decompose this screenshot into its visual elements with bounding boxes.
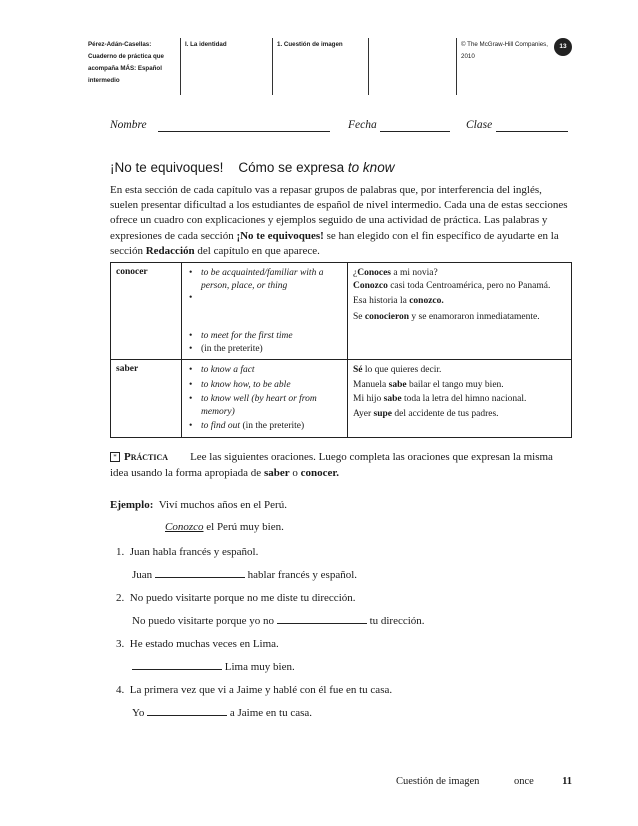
- example: Manuela sabe bailar el tango muy bien.: [353, 379, 504, 390]
- running-header: [88, 38, 574, 100]
- nombre-label: Nombre: [110, 119, 147, 131]
- example: Sé lo que quieres decir.: [353, 365, 442, 375]
- fecha-line[interactable]: [380, 131, 450, 132]
- heading-sub-italic: to know: [347, 160, 395, 175]
- answer-line: Lima muy bien.: [116, 656, 425, 679]
- list-item: 4. La primera vez que vi a Jaime y hablé con él fue en tu casa.: [116, 684, 393, 696]
- table-row: [111, 263, 572, 360]
- example: Ayer supe del accidente de tus padres.: [353, 408, 499, 419]
- clase-label: Clase: [466, 119, 493, 131]
- practice-text: Lee las siguientes oraciones. Luego completa las oraciones que expresan la misma idea usando la forma apropiada de: [110, 451, 553, 479]
- heading-sub: Cómo se expresa: [238, 160, 345, 175]
- answer-blank[interactable]: [147, 706, 227, 716]
- example: Esa historia la conozco.: [353, 296, 444, 306]
- definition-note: • (in the preterite): [187, 343, 342, 356]
- answer-line: No puedo visitarte porque yo no tu dirección.: [132, 615, 425, 627]
- word-conocer: conocer: [111, 263, 182, 360]
- intro-paragraph: [110, 183, 572, 259]
- answer-blank[interactable]: [155, 568, 245, 578]
- chapter-title: I. La identidad: [180, 38, 269, 95]
- clase-line[interactable]: [496, 131, 568, 132]
- word-saber: saber: [111, 360, 182, 438]
- heading-main: ¡No te equivoques!: [110, 160, 224, 175]
- example: Conozco casi toda Centroamérica, pero no Panamá.: [353, 280, 551, 291]
- intro-bold-1: ¡No te equivoques!: [236, 229, 324, 242]
- example-sentence-2: el Perú muy bien.: [203, 521, 284, 533]
- page-number: 11: [562, 776, 572, 787]
- example-answer: Conozco: [165, 521, 204, 533]
- example: Se conocieron y se enamoraron inmediatamente.: [353, 311, 540, 322]
- header-empty-cell: [368, 38, 457, 95]
- section-title: 1. Cuestión de imagen: [272, 38, 367, 95]
- intro-bold-2: Redacción: [145, 244, 195, 257]
- definition: • to be acquainted/familiar with a person, place, or thing: [187, 267, 342, 292]
- practice-saber: saber: [263, 467, 290, 479]
- answer-line: Juan hablar francés y español.: [132, 569, 358, 581]
- practice-label: Práctica: [124, 451, 169, 463]
- section-heading: [110, 160, 394, 175]
- definition: • to know how, to be able: [187, 379, 342, 392]
- footer-word: once: [514, 776, 534, 787]
- definition: • to know a fact: [187, 364, 342, 377]
- practice-instructions: [110, 449, 572, 481]
- vocabulary-table: [110, 262, 572, 438]
- nombre-line[interactable]: [158, 131, 330, 132]
- definition: • to know well (by heart or from memory): [187, 393, 342, 418]
- book-title: Pérez-Adán-Casellas: Cuaderno de práctica que acompaña MÁS: Español intermedio: [88, 41, 164, 84]
- example: Mi hijo sabe toda la letra del himno nacional.: [353, 394, 527, 404]
- intro-text-2: se han elegido con el fin específico de ayudarte en la sección: [110, 229, 559, 257]
- list-item: 2. No puedo visitarte porque no me diste tu dirección.: [116, 592, 356, 604]
- list-item: 1. Juan habla francés y español.: [116, 546, 259, 558]
- saber-examples: [348, 360, 572, 438]
- page-badge: 13: [554, 38, 572, 56]
- answer-blank[interactable]: [277, 614, 367, 624]
- exercise-list: [116, 541, 425, 725]
- example-block: [110, 494, 287, 538]
- footer-section: Cuestión de imagen: [396, 776, 480, 787]
- conocer-examples: [348, 263, 572, 360]
- definition: • to meet for the first time: [187, 330, 342, 343]
- saber-definitions: [182, 360, 348, 438]
- example-label: Ejemplo:: [110, 499, 154, 511]
- list-item: 3. He estado muchas veces en Lima.: [116, 638, 279, 650]
- copyright: © The McGraw-Hill Companies, 2010: [456, 38, 551, 95]
- example-sentence: Viví muchos años en el Perú.: [158, 499, 287, 511]
- definition: • to find out (in the preterite): [187, 420, 342, 433]
- table-row: [111, 360, 572, 438]
- spacer: [187, 292, 342, 330]
- conocer-definitions: [182, 263, 348, 360]
- intro-text: En esta sección de cada capítulo vas a repasar grupos de palabras que, por interferencia del inglés, suelen presentar dificultad a los estudiantes de español de nivel intermedio. Cada una de estas secciones ofrece un cuadro con explicaciones y ejemplos seguido de una actividad de práctica. Las palabras y expresiones de cada sección: [110, 184, 568, 242]
- page-footer: [396, 776, 572, 787]
- practice-conocer: conocer.: [300, 467, 339, 479]
- example: ¿Conoces a mi novia?: [353, 268, 438, 278]
- intro-text-3: del capítulo en que aparece.: [194, 244, 320, 257]
- fecha-label: Fecha: [348, 119, 377, 131]
- answer-line: Yo a Jaime en tu casa.: [132, 707, 312, 719]
- asterisk-box-icon: *: [110, 452, 120, 462]
- practice-or: o: [289, 467, 301, 479]
- answer-blank[interactable]: [132, 660, 222, 670]
